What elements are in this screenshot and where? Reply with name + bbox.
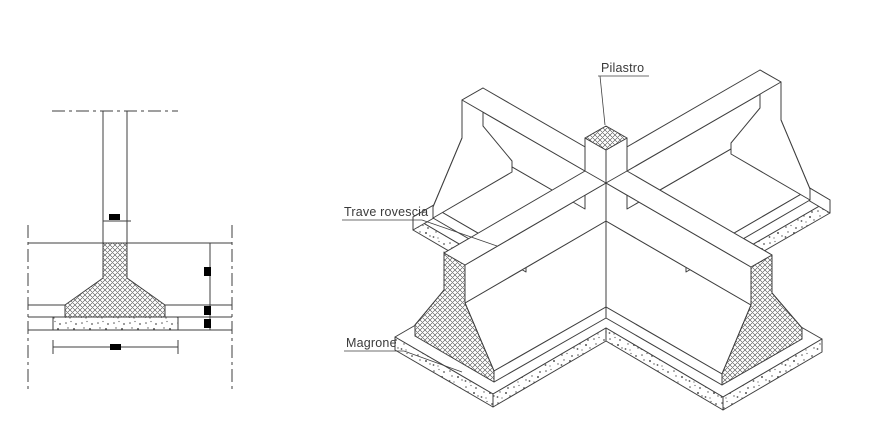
height-dim-marker-2 [204, 306, 211, 315]
height-dim-marker-1 [204, 267, 211, 276]
column-dim-marker [109, 214, 120, 220]
label-magrone: Magrone [346, 336, 397, 350]
leader-line-pilastro [600, 76, 605, 125]
annotation-pilastro [598, 61, 649, 125]
width-dim-marker [110, 344, 121, 350]
section-2d [28, 111, 232, 392]
magrone-section-stippled [53, 317, 178, 330]
footing-section-hatched [65, 243, 165, 317]
isometric-3d [342, 61, 830, 410]
label-pilastro: Pilastro [601, 61, 645, 75]
height-dim-marker-3 [204, 319, 211, 328]
label-trave-rovescia: Trave rovescia [344, 205, 429, 219]
